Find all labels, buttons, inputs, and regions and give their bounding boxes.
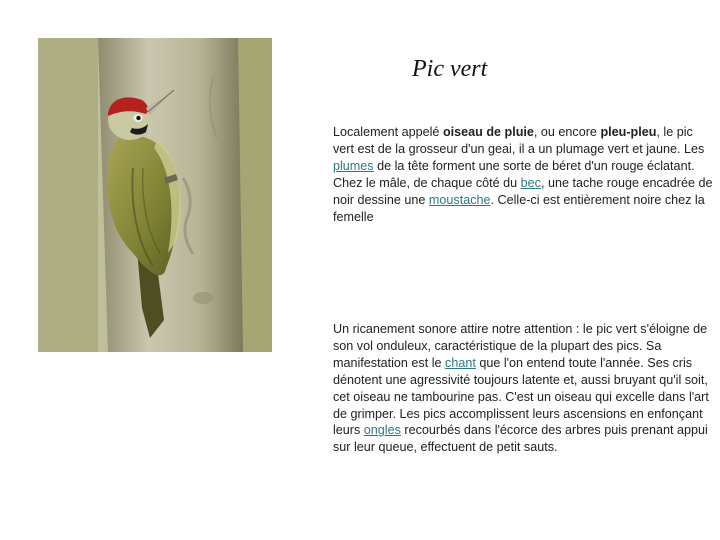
text: de la tête forment une sorte de béret d'un rouge éclatant. Chez le mâle, de chaque côté du xyxy=(333,158,695,190)
link-ongles[interactable]: ongles xyxy=(363,423,401,438)
paragraph-description xyxy=(333,124,713,225)
woodpecker-photo xyxy=(38,38,272,352)
link-chant[interactable]: chant xyxy=(445,355,476,370)
paragraph-behavior xyxy=(333,321,713,456)
link-bec[interactable]: bec xyxy=(520,175,541,190)
link-plumes[interactable]: plumes xyxy=(333,158,374,173)
woodpecker-illustration xyxy=(38,38,272,352)
text: . Celle-ci est entièrement noire chez la femelle xyxy=(333,192,705,224)
text: , une tache rouge encadrée de noir dessine une xyxy=(333,175,713,207)
bold-term: pleu-pleu xyxy=(600,125,657,139)
link-moustache[interactable]: moustache xyxy=(428,192,491,207)
text: que l'on entend toute l'année. Ses cris dénotent une agressivité toujours latente et, aussi bruyant qu'il soit, cet oiseau ne tambourine pas. C'est un oiseau qui excelle dans l'art de grimper. Les pics accomplissent leurs ascensions en enfonçant leurs xyxy=(333,355,709,438)
page-title: Pic vert xyxy=(412,56,488,82)
text: , le pic vert est de la grosseur d'un geai, il a un plumage vert et jaune. Les xyxy=(333,125,705,156)
text: dans l'écorce des arbres puis prenant appui sur leur queue, effectuent de petit sauts. xyxy=(333,423,708,455)
text: , ou encore xyxy=(533,125,601,139)
bold-term: oiseau de pluie xyxy=(442,125,534,139)
text: recourbés xyxy=(400,423,464,438)
text: Localement appelé xyxy=(333,125,443,139)
text: Un ricanement sonore attire notre attention : le pic vert s'éloigne de son vol onduleux, caractéristique de la plupart des pics. Sa manifestation est le xyxy=(333,322,708,370)
